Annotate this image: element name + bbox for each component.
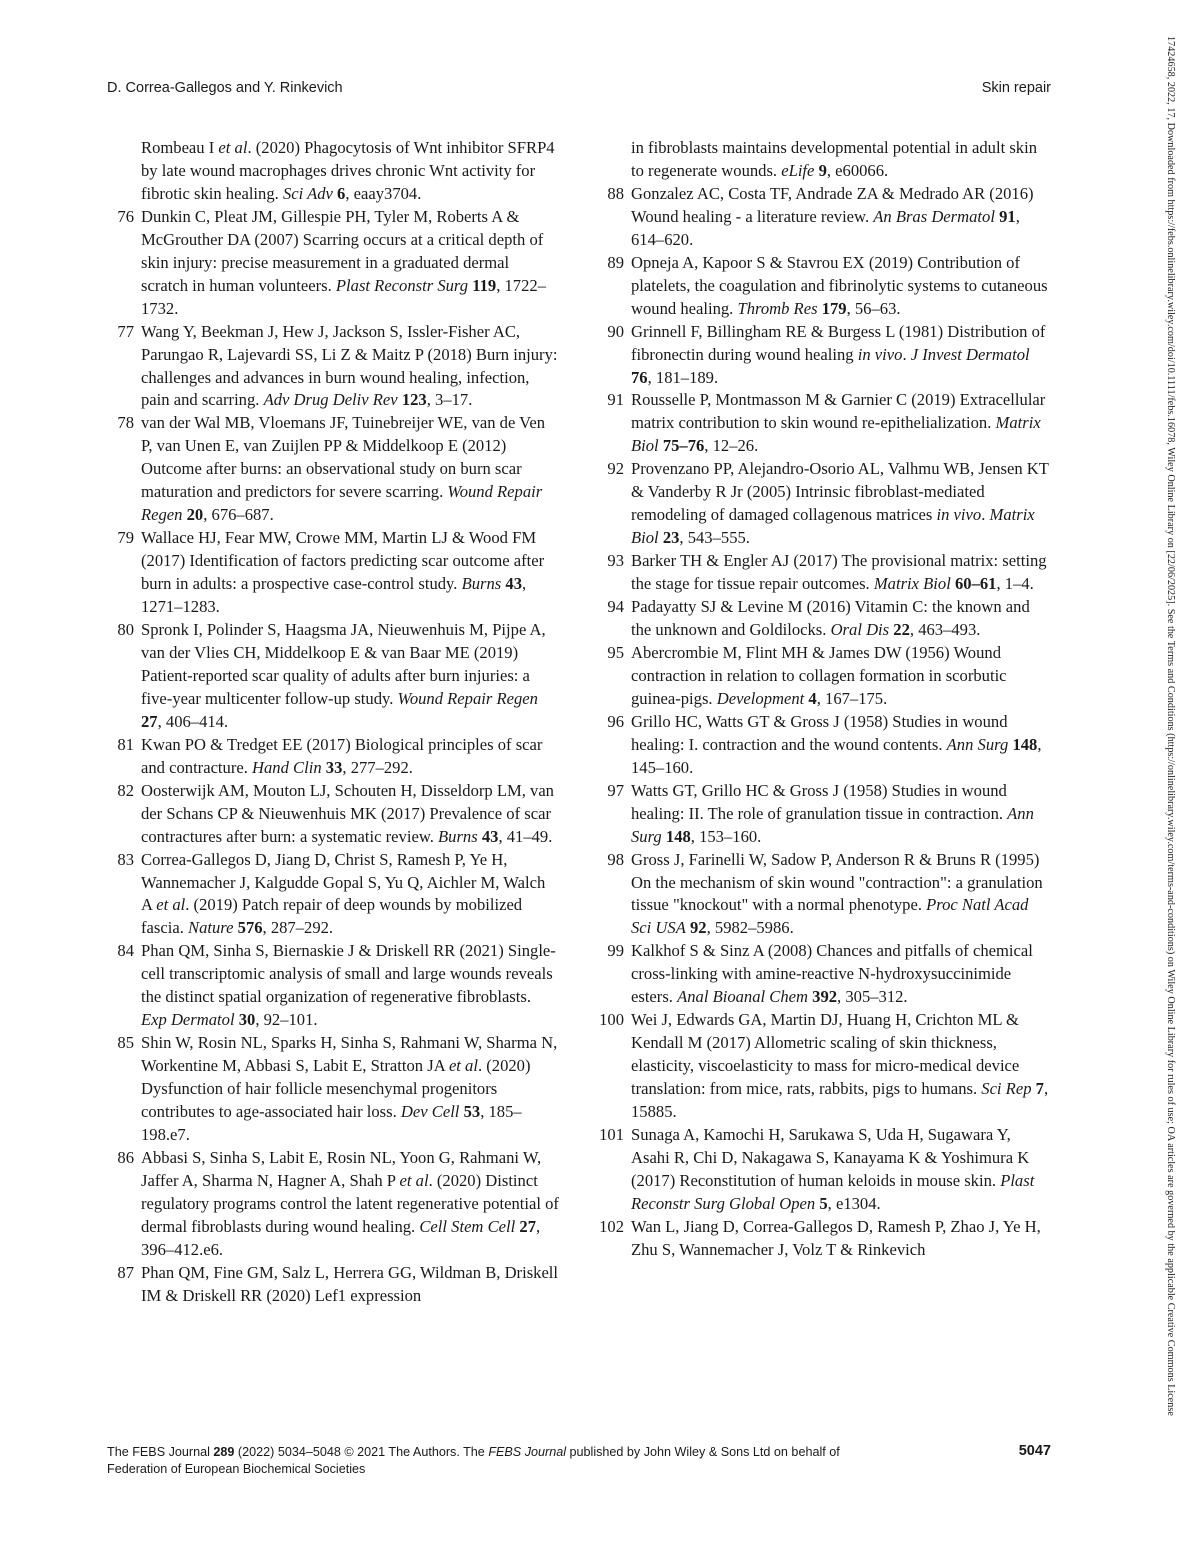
italic-text: Proc Natl Acad Sci USA (631, 895, 1029, 938)
reference-entry (107, 940, 559, 1032)
italic-text: Exp Dermatol (141, 1010, 235, 1030)
text-segment: , e1304. (827, 1193, 881, 1213)
reference-number: 83 (117, 849, 134, 869)
reference-number: 86 (117, 1147, 134, 1167)
text-segment: , eaay3704. (345, 183, 422, 203)
references-right-column (597, 137, 1049, 1262)
text-segment: Sunaga A, Kamochi H, Sarukawa S, Uda H, Sugawara Y, Asahi R, Chi D, Nakagawa S, Kanayama K & Yoshimura K (2017) Reconstitution of human keloids in mouse skin. (631, 1124, 1030, 1190)
text-segment: , 5982–5986. (706, 918, 794, 938)
reference-number: 80 (117, 620, 134, 640)
italic-text: eLife (781, 160, 815, 180)
reference-text (631, 183, 1049, 252)
text-segment: , 305–312. (837, 987, 908, 1007)
text-segment: , 15885. (631, 1079, 1049, 1122)
reference-text (631, 389, 1049, 458)
text-segment: Wallace HJ, Fear MW, Crowe MM, Martin LJ & Wood FM (2017) Identification of factors predicting scar outcome after burn in adults: a prospective case-control study. (141, 528, 545, 594)
italic-text: Matrix Biol (873, 574, 951, 594)
reference-text (631, 849, 1049, 941)
reference-entry (597, 780, 1049, 849)
reference-text (631, 252, 1049, 321)
text-segment: , 153–160. (690, 826, 762, 846)
text-segment: , 145–160. (631, 734, 1042, 777)
italic-text: in vivo (857, 344, 903, 364)
reference-entry (597, 1124, 1049, 1216)
bold-text: 22 (893, 620, 910, 640)
reference-text (141, 1147, 559, 1262)
bold-text: 92 (690, 918, 707, 938)
reference-number: 91 (607, 390, 624, 410)
text-segment: Abercrombie M, Flint MH & James DW (1956) Wound contraction in relation to collagen formation in scorbutic guinea-pigs. (631, 642, 1007, 708)
bold-text: 43 (505, 574, 522, 594)
reference-number: 85 (117, 1033, 134, 1053)
reference-entry (597, 642, 1049, 711)
reference-text (141, 321, 559, 413)
reference-number: 95 (607, 642, 624, 662)
text-segment: . (981, 505, 990, 525)
bold-text: 30 (238, 1010, 256, 1030)
reference-number: 84 (117, 941, 134, 961)
reference-text (141, 206, 559, 321)
text-segment: , 167–175. (816, 688, 888, 708)
bold-text: 148 (1012, 734, 1038, 754)
reference-number: 77 (117, 321, 134, 341)
text-segment: Opneja A, Kapoor S & Stavrou EX (2019) Contribution of platelets, the coagulation and fibrinolytic systems to cutaneous wound healing. (631, 252, 1048, 318)
text-segment: , 1–4. (996, 574, 1034, 594)
reference-text (141, 734, 559, 780)
reference-entry (597, 137, 1049, 183)
bold-text: 123 (401, 390, 427, 410)
reference-text (631, 550, 1049, 596)
italic-text: Nature (188, 918, 234, 938)
italic-text: Matrix Biol (631, 505, 1035, 548)
reference-number: 88 (607, 183, 624, 203)
bold-text: 20 (186, 505, 204, 525)
bold-text: 53 (463, 1102, 481, 1122)
text-segment: Grillo HC, Watts GT & Gross J (1958) Studies in wound healing: I. contraction and the wound contents. (631, 711, 1008, 754)
reference-text (631, 137, 1049, 183)
text-segment: , 1271–1283. (141, 574, 527, 617)
reference-text (141, 1262, 559, 1308)
text-segment: , 92–101. (255, 1010, 318, 1030)
reference-text (141, 940, 559, 1032)
reference-text (141, 780, 559, 849)
italic-text: FEBS Journal (488, 1445, 567, 1459)
italic-text: Wound Repair Regen (141, 482, 543, 525)
reference-entry (597, 940, 1049, 1009)
references-left-column (107, 137, 559, 1308)
italic-text: Plast Reconstr Surg Global Open (631, 1170, 1035, 1213)
text-segment: Gonzalez AC, Costa TF, Andrade ZA & Medrado AR (2016) Wound healing - a literature review. (631, 183, 1034, 226)
reference-number: 87 (117, 1262, 134, 1282)
bold-text: 23 (662, 528, 680, 548)
bold-text: 576 (237, 918, 263, 938)
reference-entry (107, 412, 559, 527)
reference-number: 101 (599, 1124, 624, 1144)
italic-text: Sci Rep (981, 1079, 1032, 1099)
italic-text: Anal Bioanal Chem (677, 987, 808, 1007)
reference-number: 90 (607, 321, 624, 341)
text-segment: Kalkhof S & Sinz A (2008) Chances and pitfalls of chemical cross-linking with amine-reactive N-hydroxysuccinimide esters. (631, 941, 1033, 1007)
reference-entry (597, 321, 1049, 390)
reference-number: 79 (117, 528, 134, 548)
text-segment: , 185–198.e7. (141, 1102, 522, 1144)
text-segment: Wan L, Jiang D, Correa-Gallegos D, Ramesh P, Zhao J, Ye H, Zhu S, Wannemacher J, Volz T & Rinkevich (631, 1216, 1041, 1259)
reference-number: 96 (607, 711, 624, 731)
text-segment: , 614–620. (631, 206, 1020, 249)
reference-number: 78 (117, 413, 134, 433)
reference-text (141, 849, 559, 941)
reference-entry (107, 137, 559, 206)
reference-number: 100 (599, 1010, 624, 1030)
bold-text: 7 (1035, 1079, 1044, 1099)
text-segment: , 181–189. (647, 367, 719, 387)
text-segment: Spronk I, Polinder S, Haagsma JA, Nieuwenhuis M, Pijpe A, van der Vlies CH, Middelkoop E & van Baar ME (2019) Patient-reported scar quality of adults after burn injuries: a five-year multicenter follow-up study. (141, 620, 546, 708)
bold-text: 289 (213, 1445, 235, 1459)
reference-entry (597, 389, 1049, 458)
reference-text (631, 1009, 1049, 1124)
bold-text: 60–61 (954, 574, 997, 594)
download-notice: 17424658, 2022, 17, Downloaded from https://febs.onlinelibrary.wiley.com/doi/10.1111/febs.16078, Wiley Online Library on [22/06/2025]. See the Terms and Conditions (https://onlinelibrary.wiley.com/terms-and-conditions) on Wiley Online Library for rules of use; OA articles are governed by the applicable Creative Commons License (1165, 36, 1176, 1416)
text-segment: , 406–414. (157, 711, 229, 731)
reference-text (631, 458, 1049, 550)
text-segment: Kwan PO & Tredget EE (2017) Biological principles of scar and contracture. (141, 734, 543, 777)
reference-entry (107, 780, 559, 849)
italic-text: Thromb Res (737, 298, 818, 318)
running-header-authors: D. Correa-Gallegos and Y. Rinkevich (107, 80, 343, 96)
text-segment: Phan QM, Sinha S, Biernaskie J & Driskell RR (2021) Single-cell transcriptomic analysis of small and large wounds reveals the distinct spatial organization of regenerative fibroblasts. (141, 941, 556, 1007)
italic-text: Matrix Biol (631, 413, 1041, 456)
reference-entry (107, 849, 559, 941)
reference-number: 97 (607, 780, 624, 800)
reference-entry (107, 1032, 559, 1147)
text-segment: , 56–63. (846, 298, 901, 318)
text-segment: Wang Y, Beekman J, Hew J, Jackson S, Issler-Fisher AC, Parungao R, Lajevardi SS, Li Z & Maitz P (2018) Burn injury: challenges and advances in burn wound healing, infection, pain and scarring. (141, 321, 558, 410)
reference-entry (597, 711, 1049, 780)
reference-number: 92 (607, 459, 624, 479)
text-segment: , 277–292. (342, 757, 413, 777)
text-segment: Phan QM, Fine GM, Salz L, Herrera GG, Wildman B, Driskell IM & Driskell RR (2020) Lef1 expression (141, 1262, 559, 1305)
reference-text (141, 1032, 559, 1147)
text-segment: Grinnell F, Billingham RE & Burgess L (1981) Distribution of fibronectin during wound healing (631, 321, 1046, 364)
reference-entry (597, 596, 1049, 642)
reference-number: 82 (117, 780, 134, 800)
reference-text (631, 321, 1049, 390)
reference-text (631, 1216, 1049, 1262)
text-segment: . (2020) Dysfunction of hair follicle mesenchymal progenitors contributes to age-associated hair loss. (141, 1056, 531, 1122)
italic-text: Plast Reconstr Surg (335, 275, 469, 295)
reference-text (141, 527, 559, 619)
text-segment: Dunkin C, Pleat JM, Gillespie PH, Tyler M, Roberts A & McGrouther DA (2007) Scarring occurs at a critical depth of skin injury: precise measurement in a graduated dermal scratch in human volunteers. (141, 206, 544, 295)
reference-text (141, 412, 559, 527)
text-segment: Provenzano PP, Alejandro-Osorio AL, Valhmu WB, Jensen KT & Vanderby R Jr (2005) Intrinsic fibroblast-mediated remodeling of damaged collagenous matrices (631, 459, 1049, 525)
bold-text: 5 (819, 1193, 828, 1213)
reference-text (631, 642, 1049, 711)
text-segment: . (2019) Patch repair of deep wounds by mobilized fascia. (141, 895, 523, 938)
italic-text: Dev Cell (400, 1102, 460, 1122)
reference-number: 94 (607, 597, 624, 617)
reference-entry (107, 619, 559, 734)
text-segment: . (902, 344, 911, 364)
text-segment: Barker TH & Engler AJ (2017) The provisional matrix: setting the stage for tissue repair outcomes. (631, 551, 1047, 594)
text-segment: (2022) 5034–5048 © 2021 The Authors. The (234, 1445, 489, 1459)
bold-text: 33 (325, 757, 343, 777)
bold-text: 91 (999, 206, 1016, 226)
bold-text: 27 (141, 711, 158, 731)
bold-text: 43 (481, 826, 499, 846)
reference-text (631, 1124, 1049, 1216)
reference-entry (597, 252, 1049, 321)
reference-entry (107, 1147, 559, 1262)
italic-text: Oral Dis (830, 620, 890, 640)
reference-entry (597, 849, 1049, 941)
text-segment: , 463–493. (909, 620, 981, 640)
reference-number: 93 (607, 551, 624, 571)
bold-text: 148 (665, 826, 691, 846)
italic-text: An Bras Dermatol (873, 206, 995, 226)
italic-text: Burns (461, 574, 502, 594)
italic-text: Burns (438, 826, 478, 846)
text-segment: , 12–26. (704, 436, 759, 456)
bold-text: 179 (821, 298, 847, 318)
reference-entry (107, 527, 559, 619)
reference-text (631, 711, 1049, 780)
italic-text: Sci Adv (282, 183, 333, 203)
text-segment: published by John Wiley & Sons Ltd on behalf of Federation of European Biochemical Societies (107, 1445, 840, 1476)
text-segment: The FEBS Journal (107, 1445, 214, 1459)
italic-text: Adv Drug Deliv Rev (263, 390, 398, 410)
text-segment: Oosterwijk AM, Mouton LJ, Schouten H, Disseldorp LM, van der Schans CP & Nieuwenhuis MK (2017) Prevalence of scar contractures after burn: a systematic review. (141, 780, 554, 846)
text-segment: Correa-Gallegos D, Jiang D, Christ S, Ramesh P, Ye H, Wannemacher J, Kalgudde Gopal S, Yu Q, Aichler M, Walch A (141, 849, 546, 915)
reference-entry (597, 550, 1049, 596)
italic-text: Hand Clin (252, 757, 322, 777)
text-segment: Gross J, Farinelli W, Sadow P, Anderson R & Bruns R (1995) On the mechanism of skin wound "contraction": a granulation tissue "knockout" with a normal phenotype. (631, 849, 1043, 915)
italic-text: et al (156, 895, 186, 915)
text-segment: , e60066. (826, 160, 889, 180)
text-segment: Rombeau I (141, 138, 219, 157)
italic-text: J Invest Dermatol (910, 344, 1030, 364)
italic-text: Ann Surg (631, 803, 1034, 846)
reference-number: 76 (117, 206, 134, 226)
reference-text (141, 137, 559, 206)
running-header-section: Skin repair (981, 80, 1051, 96)
journal-footer (107, 1444, 897, 1478)
reference-number: 81 (117, 734, 134, 754)
text-segment: in fibroblasts maintains developmental potential in adult skin to regenerate wounds. (631, 138, 1038, 180)
text-segment: , 287–292. (262, 918, 334, 938)
text-segment: , 41–49. (498, 826, 553, 846)
italic-text: et al (399, 1170, 429, 1190)
reference-number: 98 (607, 849, 624, 869)
italic-text: Development (716, 688, 805, 708)
reference-text (141, 619, 559, 734)
text-segment: Watts GT, Grillo HC & Gross J (1958) Studies in wound healing: II. The role of granulation tissue in contraction. (631, 780, 1008, 823)
text-segment: . (2020) Phagocytosis of Wnt inhibitor SFRP4 by late wound macrophages drives chronic Wnt activity for fibrotic skin healing. (141, 138, 555, 203)
italic-text: et al (218, 138, 248, 157)
italic-text: Ann Surg (946, 734, 1009, 754)
bold-text: 75–76 (662, 436, 705, 456)
reference-entry (597, 183, 1049, 252)
reference-entry (107, 734, 559, 780)
reference-number: 99 (607, 941, 624, 961)
italic-text: Wound Repair Regen (397, 688, 538, 708)
text-segment: . (2020) Distinct regulatory programs control the latent regenerative potential of dermal fibroblasts during wound healing. (141, 1170, 559, 1236)
italic-text: et al (448, 1056, 478, 1076)
bold-text: 27 (519, 1216, 536, 1236)
reference-number: 102 (599, 1216, 624, 1236)
reference-entry (107, 321, 559, 413)
bold-text: 6 (337, 183, 346, 203)
reference-number: 89 (607, 252, 624, 272)
reference-text (631, 940, 1049, 1009)
text-segment: Abbasi S, Sinha S, Labit E, Rosin NL, Yoon G, Rahmani W, Jaffer A, Sharma N, Hagner A, Shah P (141, 1147, 542, 1190)
reference-entry (597, 1216, 1049, 1262)
bold-text: 9 (818, 160, 827, 180)
text-segment: , 543–555. (679, 528, 750, 548)
page-number: 5047 (1018, 1443, 1051, 1459)
text-segment: Wei J, Edwards GA, Martin DJ, Huang H, Crichton ML & Kendall M (2017) Allometric scaling of skin thickness, elasticity, viscoelasticity to mass for micro-medical device translation: from mice, rats, rabbits, pigs to humans. (631, 1010, 1020, 1099)
bold-text: 392 (812, 987, 838, 1007)
reference-entry (597, 458, 1049, 550)
italic-text: Cell Stem Cell (419, 1216, 516, 1236)
reference-entry (107, 1262, 559, 1308)
text-segment: Shin W, Rosin NL, Sparks H, Sinha S, Rahmani W, Sharma N, Workentine M, Abbasi S, Labit E, Stratton JA (141, 1033, 558, 1076)
text-segment: van der Wal MB, Vloemans JF, Tuinebreijer WE, van de Ven P, van Unen E, van Zuijlen PP & Middelkoop E (2012) Outcome after burns: an observational study on burn scar maturation and predictors for severe scarring. (141, 413, 545, 502)
reference-entry (107, 206, 559, 321)
text-segment: , 1722–1732. (141, 275, 546, 318)
italic-text: in vivo (936, 505, 982, 525)
text-segment: , 396–412.e6. (141, 1216, 541, 1259)
text-segment: Padayatty SJ & Levine M (2016) Vitamin C: the known and the unknown and Goldilocks. (631, 597, 1030, 640)
text-segment: , 676–687. (203, 505, 274, 525)
bold-text: 76 (631, 367, 648, 387)
reference-entry (597, 1009, 1049, 1124)
bold-text: 119 (472, 275, 497, 295)
text-segment: Rousselle P, Montmasson M & Garnier C (2019) Extracellular matrix contribution to skin wound re-epithelialization. (631, 390, 1046, 433)
bold-text: 4 (808, 688, 817, 708)
reference-text (631, 596, 1049, 642)
text-segment: , 3–17. (426, 390, 473, 410)
reference-text (631, 780, 1049, 849)
